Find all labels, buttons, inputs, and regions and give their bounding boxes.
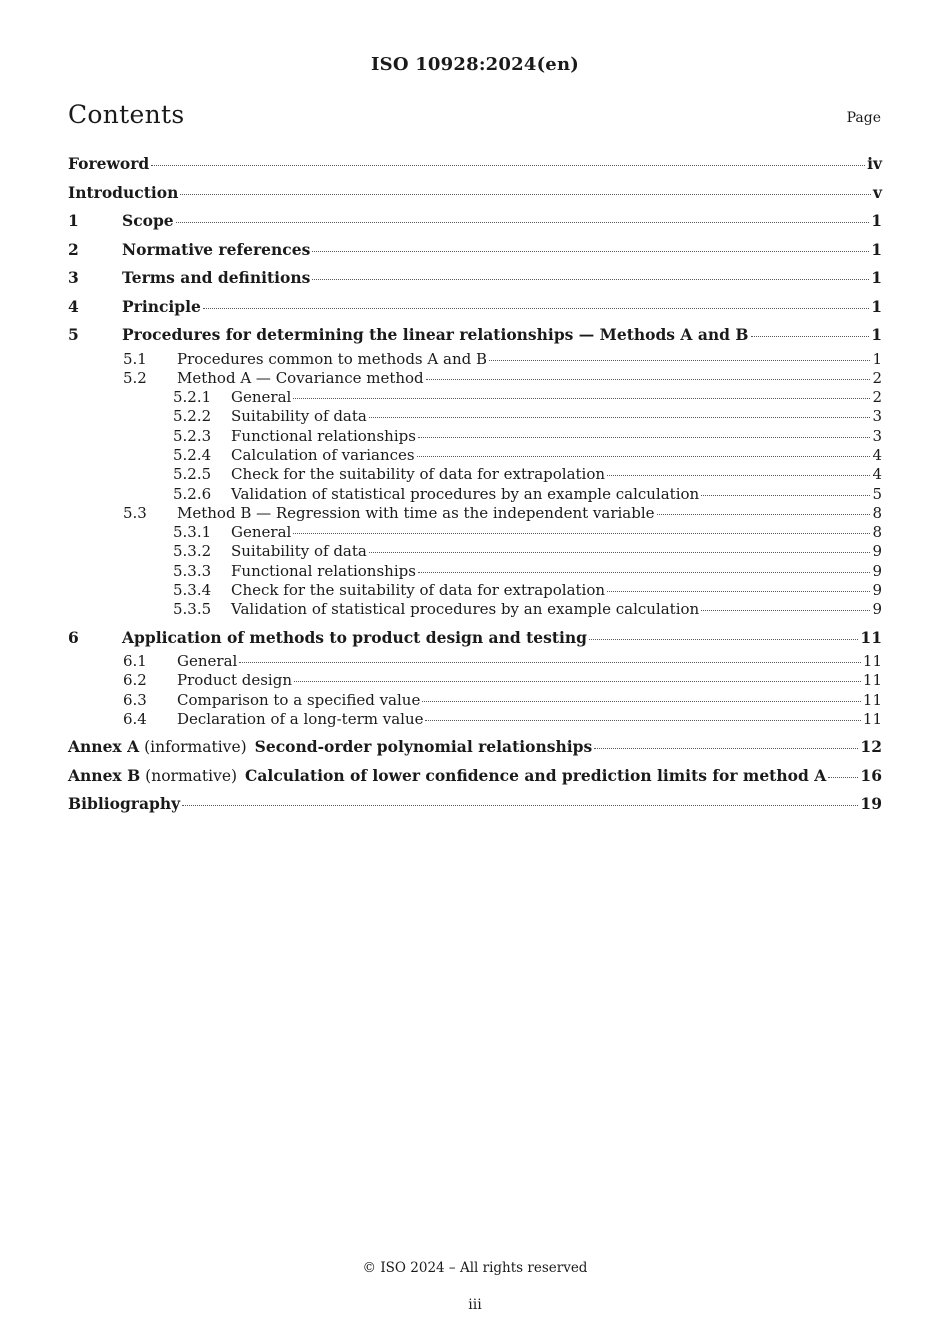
toc-entry[interactable] — [68, 671, 882, 690]
toc-dot-leader — [418, 436, 871, 438]
toc-entry-title[interactable]: Suitability of data — [231, 407, 367, 426]
toc-entry-title[interactable]: Introduction — [68, 182, 179, 202]
toc-entry-number: 5.3.5 — [173, 600, 212, 619]
toc-entry-number: 5.2.6 — [173, 484, 212, 503]
toc-entry-title[interactable]: Foreword — [68, 154, 150, 173]
toc-entry-number: 4 — [68, 296, 79, 316]
toc-entry-page[interactable]: 1 — [871, 268, 882, 287]
toc-entry[interactable] — [68, 179, 882, 208]
toc-dot-leader — [182, 804, 858, 806]
toc-dot-leader — [293, 397, 870, 399]
toc-entry[interactable] — [68, 562, 882, 581]
toc-dot-leader — [369, 416, 871, 418]
toc-entry-page[interactable]: 1 — [871, 239, 882, 259]
toc-entry-title[interactable]: Calculation of lower confidence and prediction limits for method A — [245, 765, 827, 785]
toc-entry-title[interactable]: Second-order polynomial relationships — [254, 737, 593, 757]
toc-entry-page[interactable]: 11 — [862, 690, 882, 709]
toc-entry[interactable] — [68, 150, 882, 179]
toc-entry[interactable] — [68, 465, 882, 484]
toc-entry-title[interactable]: Declaration of a long-term value — [177, 710, 424, 729]
toc-entry-title[interactable]: General — [231, 523, 292, 542]
toc-entry-title[interactable]: Suitability of data — [231, 542, 367, 561]
toc-entry-number: 5.2.3 — [173, 426, 212, 445]
toc-dot-leader — [426, 378, 871, 380]
toc-annex-type: (normative) — [145, 766, 238, 785]
toc-entry-page[interactable]: 2 — [872, 368, 882, 387]
toc-entry-page[interactable]: 3 — [872, 426, 882, 445]
toc-entry[interactable] — [68, 293, 882, 322]
toc-entry[interactable] — [68, 485, 882, 504]
toc-entry-number: 6.2 — [123, 671, 147, 690]
toc-entry-title[interactable]: Procedures common to methods A and B — [177, 349, 487, 368]
toc-entry-title[interactable]: Terms and definitions — [122, 268, 311, 287]
toc-dot-leader — [369, 551, 871, 553]
toc-entry-title[interactable]: Method B — Regression with time as the independent variable — [177, 503, 655, 522]
toc-entry-page[interactable]: 11 — [860, 627, 882, 647]
toc-entry-page[interactable]: v — [872, 182, 882, 202]
toc-entry[interactable] — [68, 790, 882, 819]
toc-entry-page[interactable]: 8 — [872, 523, 882, 542]
toc-entry-number: 5.1 — [123, 349, 147, 368]
toc-entry[interactable] — [68, 388, 882, 407]
toc-dot-leader — [203, 307, 869, 309]
toc-dot-leader — [751, 335, 870, 337]
copyright-footer: © ISO 2024 – All rights reserved — [362, 1260, 588, 1276]
toc-entry[interactable] — [68, 652, 882, 671]
toc-entry-number: 5.2.4 — [173, 445, 212, 464]
toc-entry-page[interactable]: 5 — [872, 484, 882, 503]
toc-entry-title[interactable]: Bibliography — [68, 794, 181, 814]
toc-entry-number: 6.1 — [123, 652, 147, 671]
toc-annex-label: Annex A — [68, 737, 140, 757]
toc-dot-leader — [607, 590, 870, 592]
toc-entry-number: 5 — [68, 325, 79, 344]
toc-entry-title[interactable]: Principle — [122, 296, 201, 316]
toc-entry-title[interactable]: Validation of statistical procedures by an example calculation — [231, 484, 700, 503]
toc-entry-number: 6.4 — [123, 710, 147, 729]
toc-entry-page[interactable]: 1 — [871, 296, 882, 316]
toc-dot-leader — [239, 661, 861, 663]
toc-entry-number: 5.3.1 — [173, 523, 212, 542]
toc-dot-leader — [151, 164, 865, 166]
page-number: iii — [468, 1297, 482, 1313]
toc-entry-page[interactable]: 11 — [862, 710, 882, 729]
toc-entry-page[interactable]: 11 — [862, 671, 882, 690]
toc-entry-number: 5.3.2 — [173, 542, 212, 561]
toc-entry-title[interactable]: Check for the suitability of data for extrapolation — [231, 465, 606, 484]
toc-entry-page[interactable]: 4 — [872, 465, 882, 484]
toc-entry-title[interactable]: Functional relationships — [231, 426, 416, 445]
toc-entry-title[interactable]: Scope — [122, 211, 174, 230]
toc-dot-leader — [180, 193, 871, 195]
toc-entry[interactable] — [68, 762, 882, 791]
toc-entry-page[interactable]: 1 — [871, 211, 882, 230]
toc-dot-leader — [312, 250, 869, 252]
toc-dot-leader — [418, 571, 871, 573]
toc-entry[interactable] — [68, 369, 882, 388]
toc-entry-title[interactable]: Procedures for determining the linear relationships — Methods A and B — [122, 325, 749, 344]
toc-entry[interactable] — [68, 733, 882, 762]
toc-dot-leader — [701, 609, 870, 611]
toc-entry-page[interactable]: 2 — [872, 388, 882, 407]
toc-entry-page[interactable]: 9 — [872, 600, 882, 619]
toc-entry-number: 1 — [68, 211, 79, 230]
toc-dot-leader — [701, 494, 870, 496]
toc-entry-page[interactable]: 19 — [860, 794, 882, 814]
toc-entry-number: 5.2.2 — [173, 407, 212, 426]
toc-entry[interactable] — [68, 350, 882, 369]
page-column-label: Page — [846, 110, 881, 126]
toc-entry[interactable] — [68, 407, 882, 426]
toc-entry-number: 3 — [68, 268, 79, 287]
toc-entry[interactable] — [68, 446, 882, 465]
toc-dot-leader — [176, 221, 870, 223]
toc-annex-prefix — [68, 762, 245, 791]
toc-entry-page[interactable]: 1 — [872, 349, 882, 368]
toc-dot-leader — [294, 680, 861, 682]
toc-entry-page[interactable]: iv — [867, 154, 882, 173]
toc-dot-leader — [607, 474, 870, 476]
toc-dot-leader — [657, 513, 871, 515]
toc-entry[interactable] — [68, 321, 882, 350]
toc-entry-title[interactable]: General — [177, 652, 238, 671]
toc-entry-number: 5.2.5 — [173, 465, 212, 484]
toc-entry-title[interactable]: Product design — [177, 671, 292, 690]
toc-entry-page[interactable]: 9 — [872, 581, 882, 600]
toc-entry-page[interactable]: 12 — [860, 737, 882, 757]
toc-entry[interactable] — [68, 710, 882, 729]
toc-entry[interactable] — [68, 207, 882, 236]
toc-entry-number: 6 — [68, 627, 79, 647]
toc-entry-title[interactable]: Functional relationships — [231, 561, 416, 580]
toc-entry[interactable] — [68, 600, 882, 619]
toc-entry[interactable] — [68, 264, 882, 293]
toc-dot-leader — [594, 747, 858, 749]
table-of-contents — [68, 150, 882, 819]
toc-entry[interactable] — [68, 523, 882, 542]
toc-entry-number: 5.3 — [123, 503, 147, 522]
toc-annex-type: (informative) — [144, 738, 247, 757]
toc-dot-leader — [312, 278, 869, 280]
toc-entry-page[interactable]: 11 — [862, 652, 882, 671]
toc-dot-leader — [589, 638, 858, 640]
toc-dot-leader — [422, 700, 861, 702]
toc-entry-title[interactable]: Calculation of variances — [231, 445, 415, 464]
document-id-header: ISO 10928:2024(en) — [371, 54, 579, 75]
toc-entry[interactable] — [68, 624, 882, 653]
toc-dot-leader — [489, 359, 870, 361]
toc-entry-number: 5.2 — [123, 368, 147, 387]
toc-entry-title[interactable]: Validation of statistical procedures by an example calculation — [231, 600, 700, 619]
toc-entry-number: 6.3 — [123, 690, 147, 709]
toc-entry[interactable] — [68, 236, 882, 265]
toc-dot-leader — [828, 776, 858, 778]
toc-entry-number: 5.3.4 — [173, 581, 212, 600]
toc-entry-page[interactable]: 9 — [872, 542, 882, 561]
toc-entry-title[interactable]: Application of methods to product design and testing — [122, 627, 588, 647]
toc-entry-number: 5.2.1 — [173, 388, 212, 407]
toc-entry-page[interactable]: 8 — [872, 503, 882, 522]
toc-entry-title[interactable]: Method A — Covariance method — [177, 368, 424, 387]
toc-entry-page[interactable]: 1 — [871, 325, 882, 344]
toc-entry-page[interactable]: 16 — [860, 765, 882, 785]
toc-entry-page[interactable]: 3 — [872, 407, 882, 426]
toc-dot-leader — [293, 532, 870, 534]
toc-entry-title[interactable]: Comparison to a specified value — [177, 690, 421, 709]
toc-annex-label: Annex B — [68, 765, 141, 785]
toc-entry-title[interactable]: Check for the suitability of data for extrapolation — [231, 581, 606, 600]
toc-entry-number: 5.3.3 — [173, 561, 212, 580]
contents-title: Contents — [68, 100, 185, 129]
toc-entry-page[interactable]: 4 — [872, 445, 882, 464]
toc-entry-title[interactable]: Normative references — [122, 239, 311, 259]
toc-dot-leader — [417, 455, 871, 457]
toc-entry[interactable] — [68, 542, 882, 561]
toc-entry-number: 2 — [68, 239, 79, 259]
toc-entry-page[interactable]: 9 — [872, 561, 882, 580]
toc-entry-title[interactable]: General — [231, 388, 292, 407]
toc-entry[interactable] — [68, 504, 882, 523]
toc-entry[interactable] — [68, 691, 882, 710]
toc-entry[interactable] — [68, 427, 882, 446]
toc-entry[interactable] — [68, 581, 882, 600]
toc-dot-leader — [425, 719, 860, 721]
toc-annex-prefix — [68, 733, 255, 762]
